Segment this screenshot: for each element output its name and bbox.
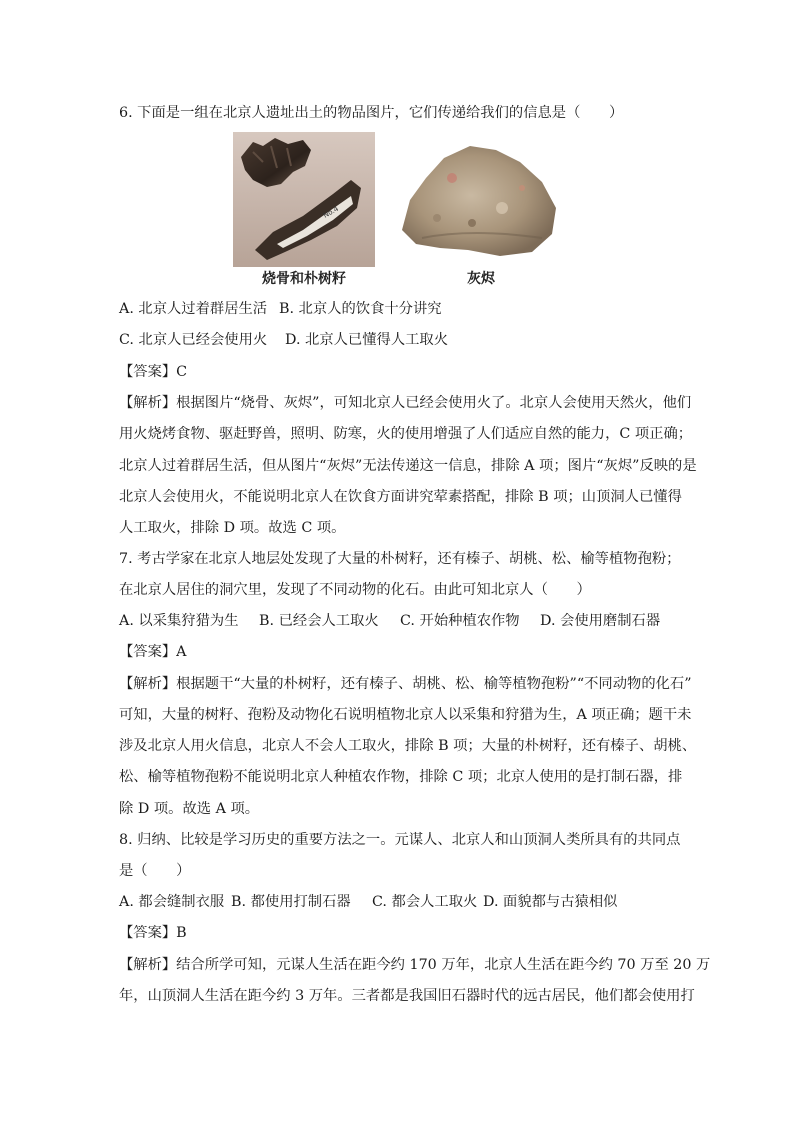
q6-analysis-line: 北京人会使用火，不能说明北京人在饮食方面讲究荤素搭配，排除 B 项；山顶洞人已懂得 — [119, 489, 682, 505]
q7-stem-line: 7. 考古学家在北京人地层处发现了大量的朴树籽，还有榛子、胡桃、松、榆等植物孢粉； — [119, 551, 681, 567]
q8-option-d: D. 面貌都与古猿相似 — [483, 894, 618, 910]
svg-text:No.4: No.4 — [322, 204, 340, 220]
q8-analysis-line: 年，山顶洞人生活在距今约 3 万年。三者都是我国旧石器时代的远古居民，他们都会使用打 — [119, 988, 695, 1004]
q8-stem-line: 是（ ） — [119, 863, 191, 879]
q6-stem: 6. 下面是一组在北京人遗址出土的物品图片，它们传递给我们的信息是（ ） — [119, 105, 624, 121]
q6-analysis-line: 【解析】根据图片“烧骨、灰烬”，可知北京人已经会使用火了。北京人会使用天然火，他们 — [119, 395, 692, 411]
q7-answer: 【答案】A — [119, 644, 187, 660]
q7-analysis-line: 除 D 项。故选 A 项。 — [119, 801, 260, 817]
q7-analysis-line: 【解析】根据题干“大量的朴树籽，还有榛子、胡桃、松、榆等植物孢粉”“不同动物的化石” — [119, 676, 692, 692]
q7-options — [119, 611, 660, 631]
q6-analysis-line: 人工取火，排除 D 项。故选 C 项。 — [119, 520, 346, 536]
q7-option-b: B. 已经会人工取火 — [259, 613, 379, 629]
q6-options-row1 — [119, 299, 442, 319]
q6-option-a: A. 北京人过着群居生活 — [119, 301, 268, 317]
q6-analysis-line: 用火烧烤食物、驱赶野兽，照明、防寒，火的使用增强了人们适应自然的能力，C 项正确； — [119, 426, 693, 442]
q6-analysis-line: 北京人过着群居生活，但从图片“灰烬”无法传递这一信息，排除 A 项；图片“灰烬”反映的是 — [119, 458, 697, 474]
figure-right-caption: 灰烬 — [467, 271, 495, 287]
q8-stem-line: 8. 归纳、比较是学习历史的重要方法之一。元谋人、北京人和山顶洞人类所具有的共同点 — [119, 832, 681, 848]
figure-left-caption: 烧骨和朴树籽 — [262, 271, 346, 287]
q8-options — [119, 892, 617, 912]
burnt-bone-photo — [233, 132, 375, 267]
ash-photo — [392, 138, 562, 262]
q8-answer: 【答案】B — [119, 925, 187, 941]
q7-option-a: A. 以采集狩猎为生 — [119, 613, 239, 629]
q8-analysis-line: 【解析】结合所学可知，元谋人生活在距今约 170 万年，北京人生活在距今约 70 万至 20 万 — [119, 957, 711, 973]
q8-option-b: B. 都使用打制石器 — [231, 894, 351, 910]
q6-option-d: D. 北京人已懂得人工取火 — [285, 332, 449, 348]
q6-answer: 【答案】C — [119, 364, 188, 380]
q8-option-c: C. 都会人工取火 — [372, 894, 478, 910]
q6-option-b: B. 北京人的饮食十分讲究 — [279, 301, 442, 317]
q7-option-d: D. 会使用磨制石器 — [540, 613, 661, 629]
q7-option-c: C. 开始种植农作物 — [400, 613, 520, 629]
q7-stem-line: 在北京人居住的洞穴里，发现了不同动物的化石。由此可知北京人（ ） — [119, 582, 591, 598]
q6-option-c: C. 北京人已经会使用火 — [119, 332, 268, 348]
q7-analysis-line: 松、榆等植物孢粉不能说明北京人种植农作物，排除 C 项；北京人使用的是打制石器，排 — [119, 769, 683, 785]
q8-option-a: A. 都会缝制衣服 — [119, 894, 225, 910]
q6-options-row2 — [119, 330, 448, 350]
q7-analysis-line: 涉及北京人用火信息，北京人不会人工取火，排除 B 项；大量的朴树籽，还有榛子、胡桃、 — [119, 738, 697, 754]
q7-analysis-line: 可知，大量的树籽、孢粉及动物化石说明植物北京人以采集和狩猎为生，A 项正确；题干未 — [119, 707, 692, 723]
